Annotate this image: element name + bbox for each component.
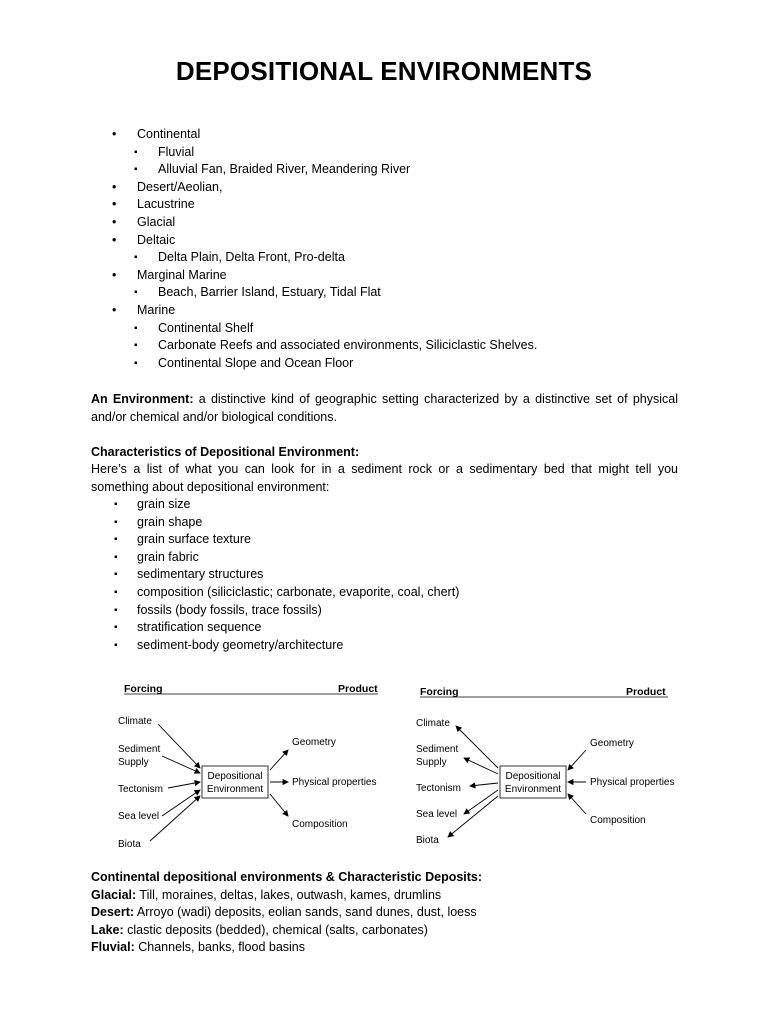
forcing-label: Forcing [124,683,163,695]
input-biota: Biota [118,839,141,850]
sub-list-item: ▪ Carbonate Reefs and associated environments, Siliciclastic Shelves. [112,337,672,355]
characteristics-heading: Characteristics of Depositional Environment: [91,445,360,459]
input-supply: Supply [416,757,447,768]
list-item: ▪ composition (siliciclastic; carbonate, evaporite, coal, chert) [112,584,672,602]
deposit-row [91,922,691,940]
deposits-section [91,869,691,957]
deposit-text: Till, moraines, deltas, lakes, outwash, kames, drumlins [136,887,442,902]
list-item: ▪ grain size [112,496,672,514]
input-climate: Climate [118,716,152,727]
deposit-term: Glacial: [91,887,137,902]
list-item: ▪ sediment-body geometry/architecture [112,637,672,655]
list-item: ▪ grain surface texture [112,531,672,549]
page-title: DEPOSITIONAL ENVIRONMENTS [175,56,593,86]
list-item: • Continental [112,126,672,144]
output-geometry: Geometry [292,737,336,748]
definition-term: An Environment: [91,392,194,406]
list-item: • Marine [112,302,672,320]
sub-list-item: ▪ Alluvial Fan, Braided River, Meandering River [112,161,672,179]
definition-paragraph [91,391,678,426]
input-supply: Supply [118,757,149,768]
center-line-2: Environment [504,784,562,795]
deposit-text: clastic deposits (bedded), chemical (salts, carbonates) [123,922,428,937]
list-item: ▪ grain fabric [112,549,672,567]
list-item: • Desert/Aeolian, [112,179,672,197]
sub-list-item: ▪ Fluvial [112,144,672,162]
deposit-text: Arroyo (wadi) deposits, eolian sands, sand dunes, dust, loess [134,905,477,919]
deposits-heading: Continental depositional environments & Characteristic Deposits: [91,870,483,884]
sub-list-item: ▪ Delta Plain, Delta Front, Pro-delta [112,249,672,267]
forcing-product-diagram-right [408,680,680,858]
product-label: Product [626,686,666,698]
output-composition: Composition [292,819,348,830]
output-composition: Composition [590,815,646,826]
list-item: ▪ grain shape [112,514,672,532]
deposit-row [91,904,691,922]
deposit-text: Channels, banks, flood basins [134,940,306,954]
product-label: Product [338,683,378,695]
input-climate: Climate [416,718,450,729]
input-sediment: Sediment [118,744,161,755]
deposit-row [91,939,691,957]
list-item: ▪ stratification sequence [112,619,672,637]
input-sea-level: Sea level [416,809,458,820]
deposit-term: Desert: [91,905,135,919]
list-item: • Lacustrine [112,196,672,214]
sub-list-item: ▪ Continental Slope and Ocean Floor [112,355,672,373]
input-sea-level: Sea level [118,811,160,822]
environment-list [112,126,672,372]
list-item: • Glacial [112,214,672,232]
list-item: • Marginal Marine [112,267,672,285]
center-line-2: Environment [206,784,264,795]
forcing-product-diagram-left [110,678,390,856]
forcing-label: Forcing [420,686,459,698]
list-item: • Deltaic [112,232,672,250]
list-item: ▪ sedimentary structures [112,566,672,584]
input-biota: Biota [416,835,439,846]
input-tectonism: Tectonism [118,784,164,795]
definition-text: a distinctive kind of geographic setting characterized by a distinctive set of physical and/or chemical and/or biological conditions. [91,392,678,424]
output-physical-properties: Physical properties [292,777,377,788]
input-tectonism: Tectonism [416,783,462,794]
deposit-row [91,887,691,905]
deposit-term: Fluvial: [91,940,135,954]
output-geometry: Geometry [590,738,634,749]
output-physical-properties: Physical properties [590,777,675,788]
characteristics-intro: Here’s a list of what you can look for in a sediment rock or a sedimentary bed that might tell you something about depositional environment: [91,462,678,494]
sub-list-item: ▪ Beach, Barrier Island, Estuary, Tidal Flat [112,284,672,302]
characteristics-list [112,496,672,654]
list-item: ▪ fossils (body fossils, trace fossils) [112,602,672,620]
deposit-term: Lake: [91,922,124,937]
input-sediment: Sediment [416,744,459,755]
center-line-1: Depositional [505,771,561,782]
sub-list-item: ▪ Continental Shelf [112,320,672,338]
center-line-1: Depositional [207,771,263,782]
